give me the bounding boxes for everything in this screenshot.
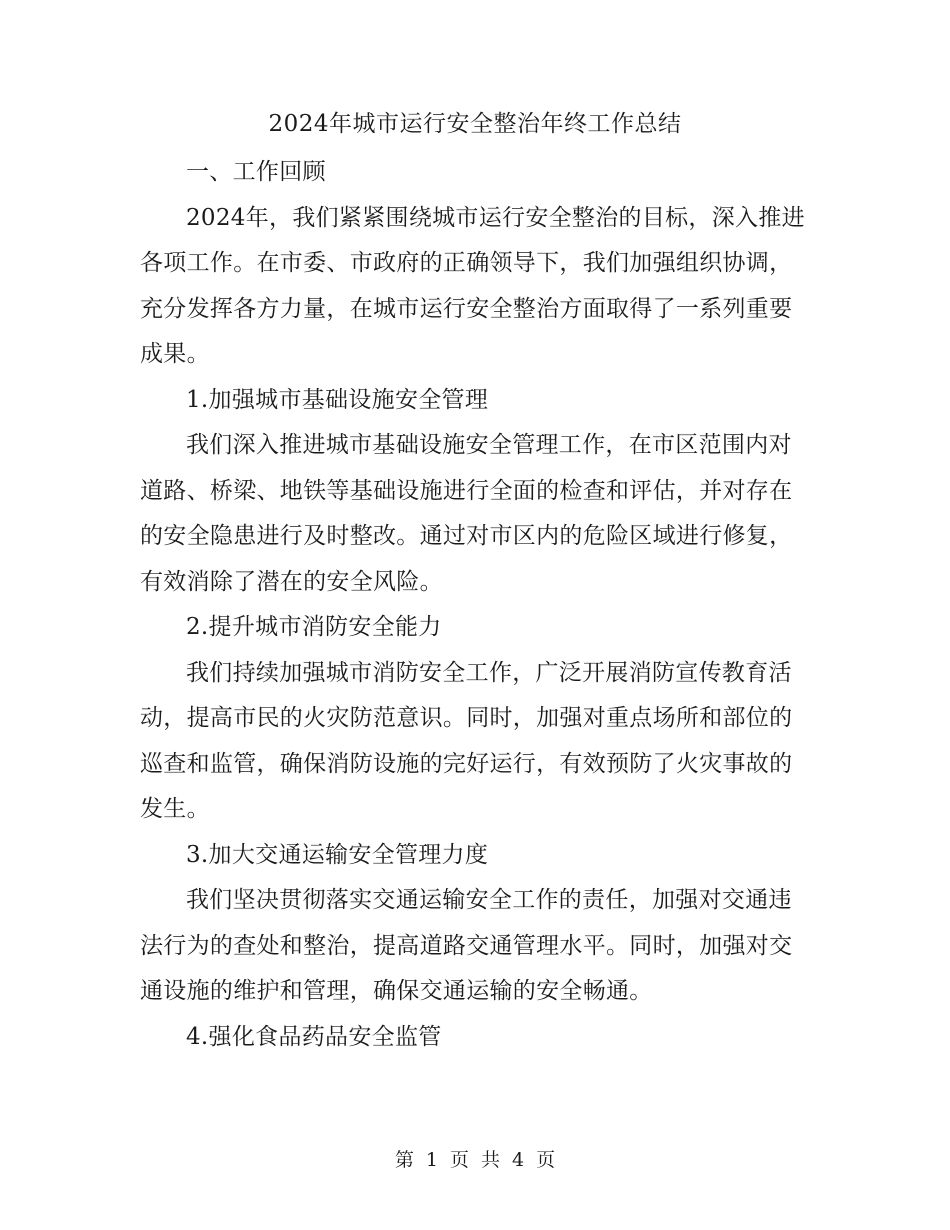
paragraph-line: 我们深入推进城市基础设施安全管理工作，在市区范围内对 [186,432,792,458]
paragraph-line: 动，提高市民的火灾防范意识。同时，加强对重点场所和部位的 [140,705,793,731]
subsection-heading: 2.提升城市消防安全能力 [186,614,442,640]
document-body [140,150,805,1060]
paragraph-line: 法行为的查处和整治，提高道路交通管理水平。同时，加强对交 [140,932,793,959]
section-heading: 一、工作回顾 [186,159,326,185]
document-title: 2024年城市运行安全整治年终工作总结 [268,111,682,137]
paragraph-line: 2024年，我们紧紧围绕城市运行安全整治的目标，深入推进 [186,204,805,231]
paragraph-line: 巡查和监管，确保消防设施的完好运行，有效预防了火灾事故的 [140,750,793,777]
paragraph-line: 各项工作。在市委、市政府的正确领导下，我们加强组织协调， [140,250,793,276]
paragraph-line: 通设施的维护和管理，确保交通运输的安全畅通。 [140,978,653,1004]
subsection-heading: 1.加强城市基础设施安全管理 [186,386,489,413]
page-footer: 第 1 页 共 4 页 [394,1149,556,1171]
paragraph-line: 充分发挥各方力量，在城市运行安全整治方面取得了一系列重要 [140,295,793,322]
paragraph-line: 我们坚决贯彻落实交通运输安全工作的责任，加强对交通违 [186,887,792,913]
subsection-heading: 4.强化食品药品安全监管 [186,1023,442,1050]
paragraph-line: 成果。 [140,341,210,367]
paragraph-line: 我们持续加强城市消防安全工作，广泛开展消防宣传教育活 [186,659,792,686]
paragraph-line: 道路、桥梁、地铁等基础设施进行全面的检查和评估，并对存在 [140,477,793,504]
subsection-heading: 3.加大交通运输安全管理力度 [186,841,489,868]
paragraph-line: 有效消除了潜在的安全风险。 [140,568,443,595]
paragraph-line: 的安全隐患进行及时整改。通过对市区内的危险区域进行修复， [140,523,793,549]
paragraph-line: 发生。 [140,796,210,822]
